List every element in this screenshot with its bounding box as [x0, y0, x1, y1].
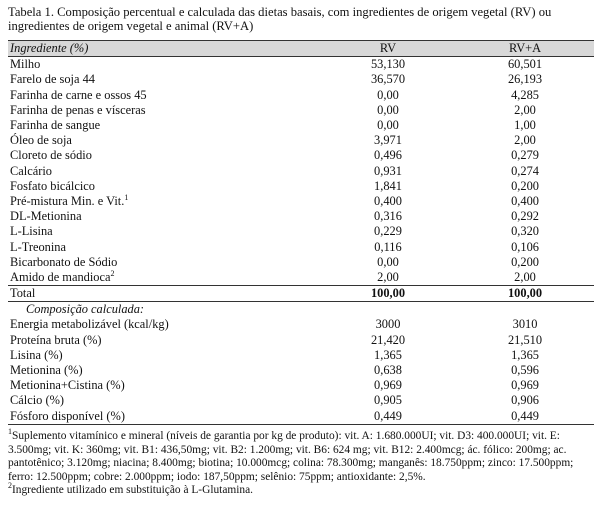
calc-value-rv: 0,449	[320, 409, 456, 425]
value-rva: 0,274	[511, 163, 539, 178]
calc-label: Metionina+Cistina (%)	[10, 378, 125, 393]
total-label: Total	[8, 286, 320, 302]
table-row	[8, 103, 594, 118]
total-row	[8, 286, 594, 302]
calc-value-rva: 3010	[512, 317, 538, 332]
footnote-2-text: Ingrediente utilizado em substituição à L-Glutamina.	[12, 484, 254, 497]
table-row	[8, 239, 594, 254]
table-row	[8, 72, 594, 87]
value-rv: 1,841	[374, 178, 402, 193]
ingredient-label: Farelo de soja 44	[10, 72, 95, 87]
ingredient-label: Cloreto de sódio	[10, 148, 92, 163]
table-row	[8, 133, 594, 148]
value-rv: 0,116	[374, 239, 402, 254]
ingredients-body	[8, 57, 594, 286]
value-rva: 0,292	[511, 209, 539, 224]
footnote-ref: 2	[110, 268, 115, 278]
table-caption: Tabela 1. Composição percentual e calculada das dietas basais, com ingredientes de origem vegetal (RV) ou ingredientes de origem vegetal e animal (RV+A)	[8, 5, 552, 33]
footnotes	[8, 427, 596, 498]
footnote-1-mark: 1	[8, 427, 12, 437]
table-row	[8, 164, 594, 179]
table-row	[8, 348, 594, 363]
table-row	[8, 393, 594, 408]
ingredient-label: Amido de mandioca$^2$	[10, 268, 115, 284]
ingredient-label: Calcário	[10, 163, 52, 178]
value-rv: 2,00	[377, 269, 399, 284]
calc-value-rv: 0,638	[374, 363, 402, 378]
value-rv: 0,400	[374, 193, 402, 208]
calc-value-rv: 0,969	[374, 378, 402, 393]
table-row	[8, 270, 594, 286]
value-rv: 0,00	[377, 87, 399, 102]
table-row	[8, 194, 594, 209]
table-row	[8, 209, 594, 224]
calc-label: Fósforo disponível (%)	[8, 409, 320, 425]
calc-title: Composição calculada:	[26, 302, 145, 317]
table-header-row	[8, 41, 594, 57]
value-rv: 0,229	[374, 224, 402, 239]
value-rva: 0,400	[511, 193, 539, 208]
value-rva: 1,00	[514, 118, 536, 133]
footnote-2-mark: 2	[8, 481, 12, 491]
value-rv: 0,496	[374, 148, 402, 163]
calc-value-rva: 0,969	[511, 378, 539, 393]
calc-title-row	[8, 302, 594, 318]
calc-label: Proteína bruta (%)	[10, 332, 102, 347]
calc-value-rva: 0,449	[456, 409, 594, 425]
calc-value-rva: 1,365	[511, 347, 539, 362]
diet-composition-table	[8, 40, 594, 425]
value-rva: 0,106	[511, 239, 539, 254]
ingredient-label: L-Treonina	[10, 239, 66, 254]
ingredient-label: Farinha de sangue	[10, 118, 101, 133]
value-rv: 53,130	[370, 57, 406, 72]
value-rva: 0,200	[511, 178, 539, 193]
calc-value-rv: 3000	[375, 317, 401, 332]
value-rva: 2,00	[514, 133, 536, 148]
ingredient-label: Farinha de carne e ossos 45	[10, 87, 147, 102]
ingredient-label: Bicarbonato de Sódio	[10, 254, 118, 269]
calc-value-rva: 0,596	[511, 363, 539, 378]
calc-value-rv: 21,420	[370, 332, 406, 347]
value-rva: 4,285	[511, 87, 539, 102]
value-rv: 0,931	[374, 163, 402, 178]
table-row	[8, 224, 594, 239]
table-row	[8, 378, 594, 393]
ingredient-label: Fosfato bicálcico	[10, 178, 95, 193]
table-row	[8, 317, 594, 332]
calc-value-rva: 21,510	[507, 332, 543, 347]
calculated-body	[8, 317, 594, 424]
ingredient-label: Pré-mistura Min. e Vit.$^1$	[10, 192, 129, 208]
table-row	[8, 118, 594, 133]
footnote-1	[8, 427, 596, 484]
footnote-2	[8, 481, 596, 498]
header-rv: RV	[320, 41, 456, 57]
footnote-ref: 1	[124, 192, 129, 202]
ingredient-label: Farinha de penas e vísceras	[10, 102, 146, 117]
calc-label: Cálcio (%)	[10, 393, 65, 408]
value-rv: 3,971	[374, 133, 402, 148]
value-rva: 0,320	[511, 224, 539, 239]
total-rv: 100,00	[320, 286, 456, 302]
calc-value-rva: 0,906	[511, 393, 539, 408]
calc-label: Lisina (%)	[10, 347, 63, 362]
value-rva: 2,00	[514, 269, 536, 284]
value-rva: 0,200	[511, 254, 539, 269]
table-row	[8, 409, 594, 425]
value-rv: 0,00	[377, 254, 399, 269]
value-rv: 0,316	[374, 209, 402, 224]
value-rv: 0,00	[377, 102, 399, 117]
calc-value-rv: 1,365	[374, 347, 402, 362]
calc-value-rv: 0,905	[374, 393, 402, 408]
ingredient-label: DL-Metionina	[10, 209, 82, 224]
ingredient-label: Óleo de soja	[10, 133, 72, 148]
table-row	[8, 363, 594, 378]
footnote-1-text: Suplemento vitamínico e mineral (níveis de garantia por kg de produto): vit. A: 1.680.000UI; vit. D3: 400.000UI; vit. E: 3.500mg; vit. K: 360mg; vit. B1: 436,50mg; vit. B2: 1.200mg; vit. B6: 624 mg; vit. B12: 2.400mcg; ác. fólico: 200mg; ac. pantotênico; 3.120mg; niacina; 8.400mg; biotina; 10.000mcg; colina: 78.300mg; manganês: 18.750ppm; zinco: 17.500ppm; ferro: 12.500ppm; cobre: 2.000ppm; iodo: 187,50ppm; selênio: 75ppm; antioxidante: 2,5%.	[8, 430, 574, 483]
value-rva: 2,00	[514, 102, 536, 117]
table-row	[8, 148, 594, 163]
value-rva: 0,279	[511, 148, 539, 163]
table-row	[8, 57, 594, 73]
header-rva: RV+A	[456, 41, 594, 57]
total-rva: 100,00	[456, 286, 594, 302]
table-row	[8, 333, 594, 348]
value-rva: 60,501	[507, 57, 543, 72]
ingredient-label: Milho	[10, 57, 41, 72]
ingredient-label: L-Lisina	[10, 224, 53, 239]
header-ingredient: Ingrediente (%)	[8, 41, 320, 57]
calc-label: Metionina (%)	[10, 363, 83, 378]
calc-label: Energia metabolizável (kcal/kg)	[10, 317, 169, 332]
value-rva: 26,193	[507, 72, 543, 87]
value-rv: 0,00	[377, 118, 399, 133]
value-rv: 36,570	[370, 72, 406, 87]
table-row	[8, 255, 594, 270]
table-row	[8, 88, 594, 103]
table-row	[8, 179, 594, 194]
